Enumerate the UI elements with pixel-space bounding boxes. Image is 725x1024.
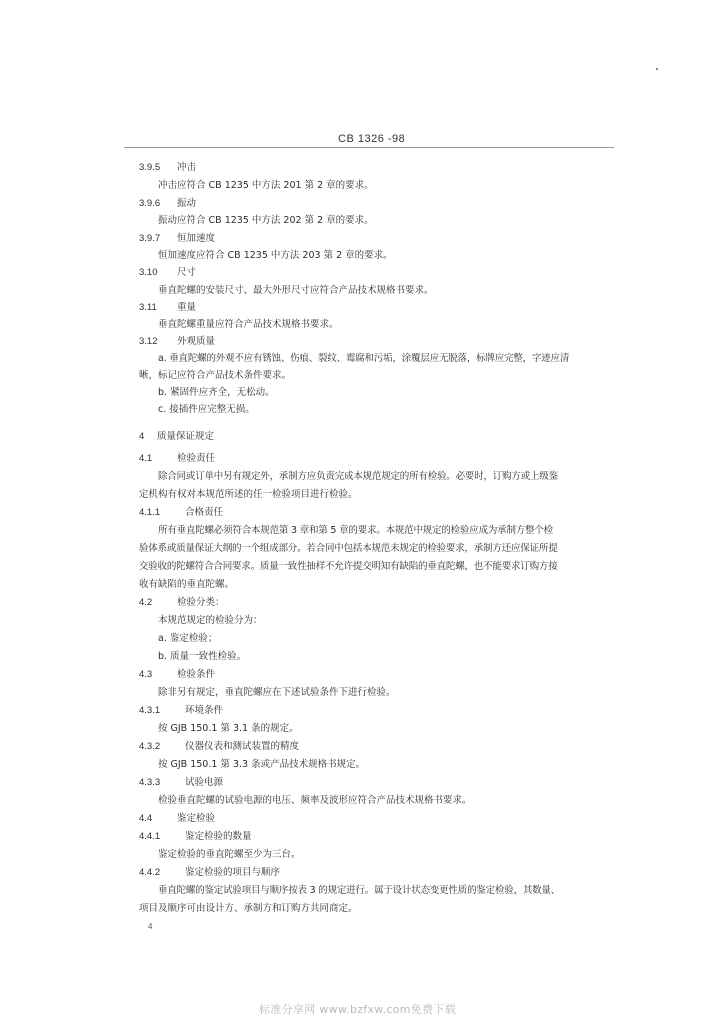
- paragraph-line: a. 垂直陀螺的外观不应有锈蚀、伤痕、裂纹、霉腐和污垢，涂覆层应无脱落，标牌应完整，字迹应清: [158, 353, 570, 364]
- section-title: 检验分类：: [177, 597, 225, 608]
- section-number: 4.4.2: [139, 867, 161, 878]
- section-title: 尺寸: [177, 267, 197, 278]
- section-number: 4.3.2: [139, 741, 161, 752]
- section-title: 试验电源: [185, 777, 224, 788]
- section-title: 环境条件: [185, 705, 224, 716]
- header-rule: [124, 147, 614, 148]
- paragraph-line: 除非另有规定，垂直陀螺应在下述试验条件下进行检验。: [158, 687, 396, 698]
- document-code-header: CB 1326 -98: [338, 133, 406, 145]
- paragraph-line: 按 GJB 150.1 第 3.1 条的规定。: [158, 723, 299, 734]
- section-title: 检验条件: [177, 669, 216, 680]
- section-heading: [139, 867, 280, 879]
- section-number: 4.2: [139, 597, 153, 608]
- paragraph-line: 所有垂直陀螺必须符合本规范第 3 章和第 5 章的要求。本规范中规定的检验应成为承制方整个检: [158, 525, 553, 536]
- section-heading: [139, 813, 215, 825]
- section-number: 4.3.1: [139, 705, 161, 716]
- section-heading: [139, 162, 196, 174]
- section-heading: [139, 741, 299, 753]
- paragraph-line: 收有缺陷的垂直陀螺。: [139, 579, 235, 590]
- section-number: 3.11: [139, 302, 157, 313]
- section-number: 4.3: [139, 669, 153, 680]
- paragraph-line: 本规范规定的检验分为：: [158, 615, 263, 626]
- section-number: 4.4: [139, 813, 153, 824]
- paragraph-line: 检验垂直陀螺的试验电源的电压、频率及波形应符合产品技术规格书要求。: [158, 795, 472, 806]
- section-number: 4.4.1: [139, 831, 161, 842]
- list-item: b. 质量一致性检验。: [158, 651, 247, 662]
- paragraph-line: 垂直陀螺重量应符合产品技术规格书要求。: [158, 319, 339, 330]
- watermark-footer: 标准分享网 www.bzfxw.com免费下载: [259, 1003, 456, 1016]
- section-heading: [139, 267, 196, 279]
- section-title: 合格责任: [185, 507, 224, 518]
- section-heading: [139, 233, 215, 245]
- section-title: 质量保证规定: [157, 431, 215, 442]
- section-title: 重量: [177, 302, 197, 313]
- section-number: 4: [139, 431, 145, 442]
- section-number: 3.9.6: [139, 198, 161, 209]
- section-title: 仪器仪表和测试装置的精度: [185, 741, 300, 752]
- paragraph-line: 按 GJB 150.1 第 3.3 条或产品技术规格书规定。: [158, 759, 366, 770]
- section-heading: [139, 198, 196, 210]
- paragraph-line: 振动应符合 CB 1235 中方法 202 第 2 章的要求。: [158, 215, 374, 226]
- paragraph-line: 垂直陀螺的鉴定试验项目与顺序按表 3 的规定进行。属于设计状态变更性质的鉴定检验，其数量、: [158, 885, 561, 896]
- page-number: 4: [148, 922, 153, 931]
- scan-speck: [656, 68, 658, 70]
- paragraph-line: 验体系或质量保证大纲的一个组成部分。若合同中包括本规范未规定的检验要求，承制方还应保证所提: [139, 543, 558, 554]
- section-number: 3.10: [139, 267, 158, 278]
- paragraph-line: 交验收的陀螺符合合同要求。质量一致性抽样不允许提交明知有缺陷的垂直陀螺，也不能要求订购方接: [139, 561, 558, 572]
- section-title: 检验责任: [177, 453, 216, 464]
- section-heading: [139, 705, 223, 717]
- section-title: 振动: [177, 198, 197, 209]
- chapter-heading: [139, 431, 214, 443]
- section-number: 4.1.1: [139, 507, 161, 518]
- paragraph-line: 定机构有权对本规范所述的任一检验项目进行检验。: [139, 489, 358, 500]
- paragraph-line: 项目及顺序可由设计方、承制方和订购方共同商定。: [139, 903, 358, 914]
- paragraph-line: 除合同或订单中另有规定外，承制方应负责完成本规范规定的所有检验。必要时，订购方或上级鉴: [158, 471, 558, 482]
- list-item: b. 紧固件应齐全，无松动。: [158, 387, 275, 398]
- section-title: 鉴定检验的数量: [185, 831, 252, 842]
- section-title: 恒加速度: [177, 233, 216, 244]
- section-number: 4.3.3: [139, 777, 161, 788]
- list-item: c. 接插件应完整无损。: [158, 404, 255, 415]
- paragraph-line: 鉴定检验的垂直陀螺至少为三台。: [158, 849, 301, 860]
- section-heading: [139, 302, 196, 314]
- section-heading: [139, 669, 215, 681]
- list-item: a. 鉴定检验；: [158, 633, 218, 644]
- paragraph-line: 冲击应符合 CB 1235 中方法 201 第 2 章的要求。: [158, 180, 374, 191]
- section-heading: [139, 507, 223, 519]
- paragraph-line: 垂直陀螺的安装尺寸、最大外形尺寸应符合产品技术规格书要求。: [158, 285, 434, 296]
- section-heading: [139, 831, 252, 843]
- section-number: 4.1: [139, 453, 153, 464]
- section-number: 3.12: [139, 336, 158, 347]
- section-title: 外观质量: [177, 336, 216, 347]
- section-title: 鉴定检验的项目与顺序: [185, 867, 281, 878]
- section-title: 鉴定检验: [177, 813, 216, 824]
- section-number: 3.9.7: [139, 233, 161, 244]
- section-heading: [139, 597, 225, 609]
- section-number: 3.9.5: [139, 162, 161, 173]
- section-heading: [139, 777, 223, 789]
- section-heading: [139, 336, 215, 348]
- paragraph-line: 晰，标记应符合产品技术条件要求。: [139, 370, 292, 381]
- section-title: 冲击: [177, 162, 197, 173]
- paragraph-line: 恒加速度应符合 CB 1235 中方法 203 第 2 章的要求。: [158, 250, 393, 261]
- section-heading: [139, 453, 215, 465]
